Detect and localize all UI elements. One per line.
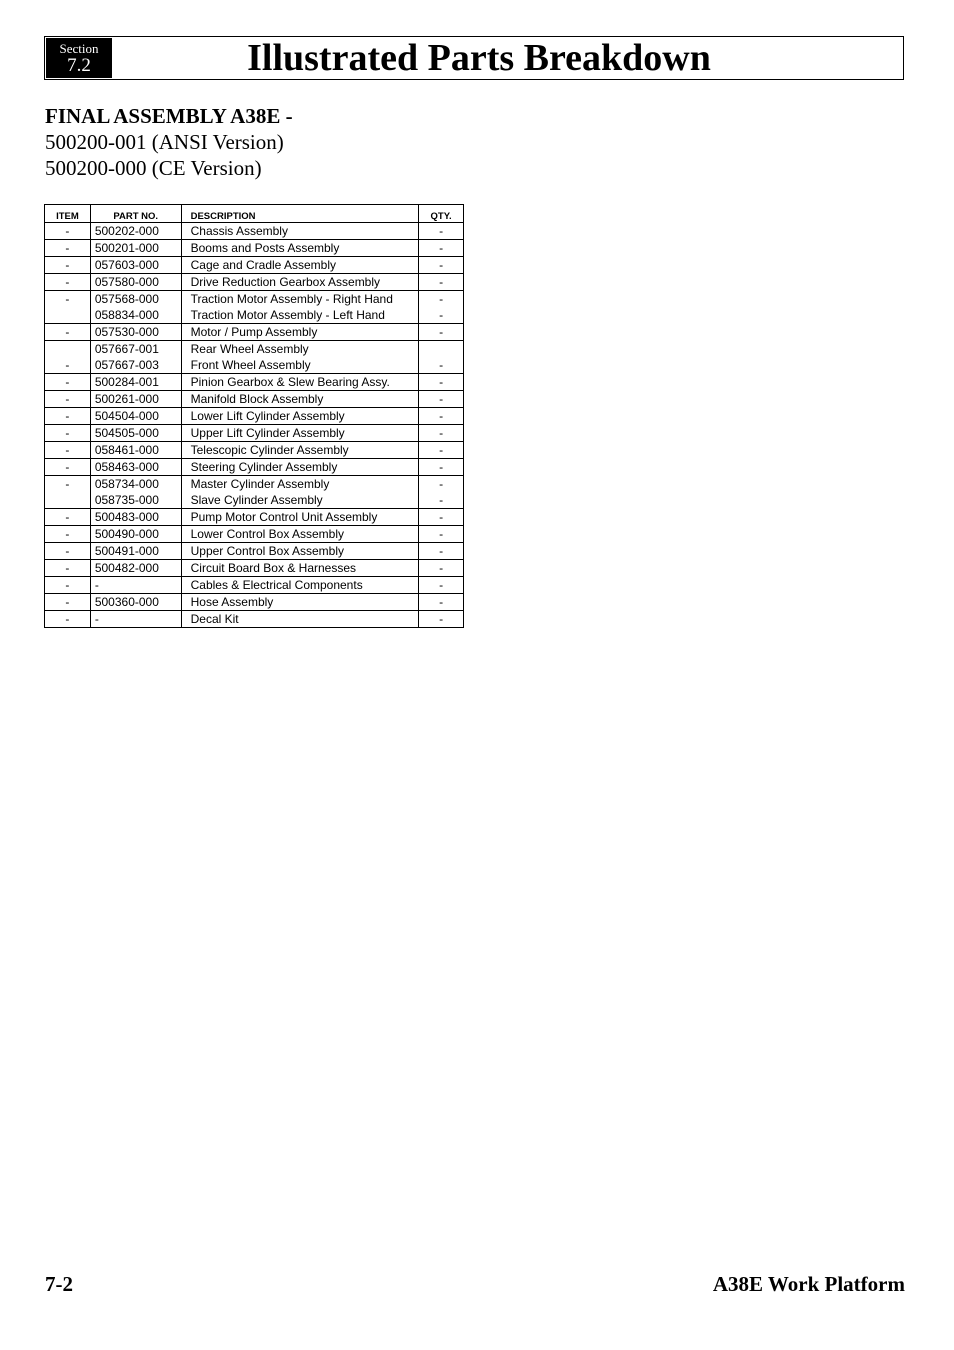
cell-description: Booms and Posts Assembly <box>181 240 419 257</box>
footer-product-name: A38E Work Platform <box>712 1272 905 1296</box>
parts-table-body <box>45 223 464 628</box>
assembly-heading <box>45 103 293 181</box>
cell-item: - <box>45 594 91 611</box>
cell-item: - <box>45 291 91 308</box>
table-header-row <box>45 205 464 223</box>
cell-part-no: 500202-000 <box>90 223 181 240</box>
cell-description: Decal Kit <box>181 611 419 628</box>
cell-description: Slave Cylinder Assembly <box>181 492 419 509</box>
cell-description: Rear Wheel Assembly <box>181 341 419 358</box>
cell-description: Drive Reduction Gearbox Assembly <box>181 274 419 291</box>
cell-qty <box>419 341 464 358</box>
cell-part-no: 500261-000 <box>90 391 181 408</box>
cell-item: - <box>45 611 91 628</box>
cell-part-no: 500482-000 <box>90 560 181 577</box>
table-row <box>45 324 464 341</box>
cell-description: Cables & Electrical Components <box>181 577 419 594</box>
table-row <box>45 240 464 257</box>
cell-qty: - <box>419 425 464 442</box>
cell-qty: - <box>419 509 464 526</box>
header-description: DESCRIPTION <box>181 205 419 223</box>
cell-description: Upper Lift Cylinder Assembly <box>181 425 419 442</box>
cell-qty: - <box>419 357 464 374</box>
table-row <box>45 594 464 611</box>
table-row <box>45 459 464 476</box>
table-row <box>45 374 464 391</box>
cell-part-no: 500284-001 <box>90 374 181 391</box>
cell-description: Telescopic Cylinder Assembly <box>181 442 419 459</box>
cell-part-no: - <box>90 577 181 594</box>
table-row <box>45 257 464 274</box>
cell-item <box>45 307 91 324</box>
cell-qty: - <box>419 442 464 459</box>
cell-part-no: - <box>90 611 181 628</box>
cell-item: - <box>45 408 91 425</box>
header-item: ITEM <box>45 205 91 223</box>
page-header <box>44 36 904 80</box>
cell-qty: - <box>419 594 464 611</box>
cell-item: - <box>45 391 91 408</box>
cell-item: - <box>45 274 91 291</box>
table-row <box>45 509 464 526</box>
cell-item: - <box>45 560 91 577</box>
table-row <box>45 611 464 628</box>
cell-description: Circuit Board Box & Harnesses <box>181 560 419 577</box>
table-row <box>45 391 464 408</box>
parts-table <box>44 204 464 628</box>
assembly-title: FINAL ASSEMBLY A38E - <box>45 104 293 128</box>
cell-qty: - <box>419 240 464 257</box>
cell-item <box>45 492 91 509</box>
cell-description: Traction Motor Assembly - Right Hand <box>181 291 419 308</box>
cell-part-no: 057667-003 <box>90 357 181 374</box>
cell-item: - <box>45 425 91 442</box>
cell-description: Cage and Cradle Assembly <box>181 257 419 274</box>
cell-part-no: 058461-000 <box>90 442 181 459</box>
cell-part-no: 500491-000 <box>90 543 181 560</box>
table-row <box>45 223 464 240</box>
cell-part-no: 058463-000 <box>90 459 181 476</box>
table-row <box>45 307 464 324</box>
cell-item: - <box>45 526 91 543</box>
cell-qty: - <box>419 291 464 308</box>
table-row <box>45 577 464 594</box>
cell-part-no: 504505-000 <box>90 425 181 442</box>
cell-item: - <box>45 374 91 391</box>
cell-part-no: 057580-000 <box>90 274 181 291</box>
cell-description: Motor / Pump Assembly <box>181 324 419 341</box>
cell-description: Pump Motor Control Unit Assembly <box>181 509 419 526</box>
cell-item: - <box>45 476 91 493</box>
footer-page-number: 7-2 <box>45 1272 73 1296</box>
table-row <box>45 543 464 560</box>
cell-description: Traction Motor Assembly - Left Hand <box>181 307 419 324</box>
table-row <box>45 341 464 358</box>
cell-part-no: 504504-000 <box>90 408 181 425</box>
cell-description: Steering Cylinder Assembly <box>181 459 419 476</box>
cell-item: - <box>45 577 91 594</box>
cell-qty: - <box>419 257 464 274</box>
cell-description: Master Cylinder Assembly <box>181 476 419 493</box>
cell-item: - <box>45 543 91 560</box>
section-label: Section <box>59 41 99 56</box>
cell-item: - <box>45 442 91 459</box>
cell-qty: - <box>419 274 464 291</box>
cell-item: - <box>45 240 91 257</box>
header-qty: QTY. <box>419 205 464 223</box>
cell-item: - <box>45 324 91 341</box>
cell-description: Chassis Assembly <box>181 223 419 240</box>
cell-part-no: 057568-000 <box>90 291 181 308</box>
table-row <box>45 425 464 442</box>
table-row <box>45 526 464 543</box>
cell-qty: - <box>419 324 464 341</box>
cell-qty: - <box>419 543 464 560</box>
table-row <box>45 492 464 509</box>
cell-part-no: 500201-000 <box>90 240 181 257</box>
cell-part-no: 058735-000 <box>90 492 181 509</box>
cell-item: - <box>45 257 91 274</box>
table-row <box>45 476 464 493</box>
assembly-version-ce: 500200-000 (CE Version) <box>45 156 262 180</box>
cell-qty: - <box>419 374 464 391</box>
page-title: Illustrated Parts Breakdown <box>247 37 711 79</box>
cell-item <box>45 341 91 358</box>
table-row <box>45 357 464 374</box>
cell-qty: - <box>419 611 464 628</box>
table-row <box>45 442 464 459</box>
cell-qty: - <box>419 577 464 594</box>
cell-qty: - <box>419 391 464 408</box>
section-number: 7.2 <box>67 55 91 76</box>
cell-description: Front Wheel Assembly <box>181 357 419 374</box>
assembly-version-ansi: 500200-001 (ANSI Version) <box>45 130 284 154</box>
cell-qty: - <box>419 223 464 240</box>
cell-qty: - <box>419 307 464 324</box>
cell-item: - <box>45 509 91 526</box>
table-row <box>45 408 464 425</box>
cell-description: Pinion Gearbox & Slew Bearing Assy. <box>181 374 419 391</box>
cell-qty: - <box>419 526 464 543</box>
cell-qty: - <box>419 560 464 577</box>
cell-part-no: 500483-000 <box>90 509 181 526</box>
cell-qty: - <box>419 459 464 476</box>
cell-description: Lower Control Box Assembly <box>181 526 419 543</box>
cell-part-no: 058834-000 <box>90 307 181 324</box>
cell-description: Hose Assembly <box>181 594 419 611</box>
cell-description: Upper Control Box Assembly <box>181 543 419 560</box>
cell-part-no: 057603-000 <box>90 257 181 274</box>
table-row <box>45 560 464 577</box>
cell-item: - <box>45 357 91 374</box>
cell-part-no: 500360-000 <box>90 594 181 611</box>
cell-description: Manifold Block Assembly <box>181 391 419 408</box>
cell-item: - <box>45 223 91 240</box>
cell-part-no: 500490-000 <box>90 526 181 543</box>
cell-description: Lower Lift Cylinder Assembly <box>181 408 419 425</box>
table-row <box>45 274 464 291</box>
cell-qty: - <box>419 492 464 509</box>
header-part-no: PART NO. <box>90 205 181 223</box>
cell-item: - <box>45 459 91 476</box>
cell-part-no: 057530-000 <box>90 324 181 341</box>
table-row <box>45 291 464 308</box>
cell-part-no: 057667-001 <box>90 341 181 358</box>
cell-part-no: 058734-000 <box>90 476 181 493</box>
cell-qty: - <box>419 408 464 425</box>
cell-qty: - <box>419 476 464 493</box>
